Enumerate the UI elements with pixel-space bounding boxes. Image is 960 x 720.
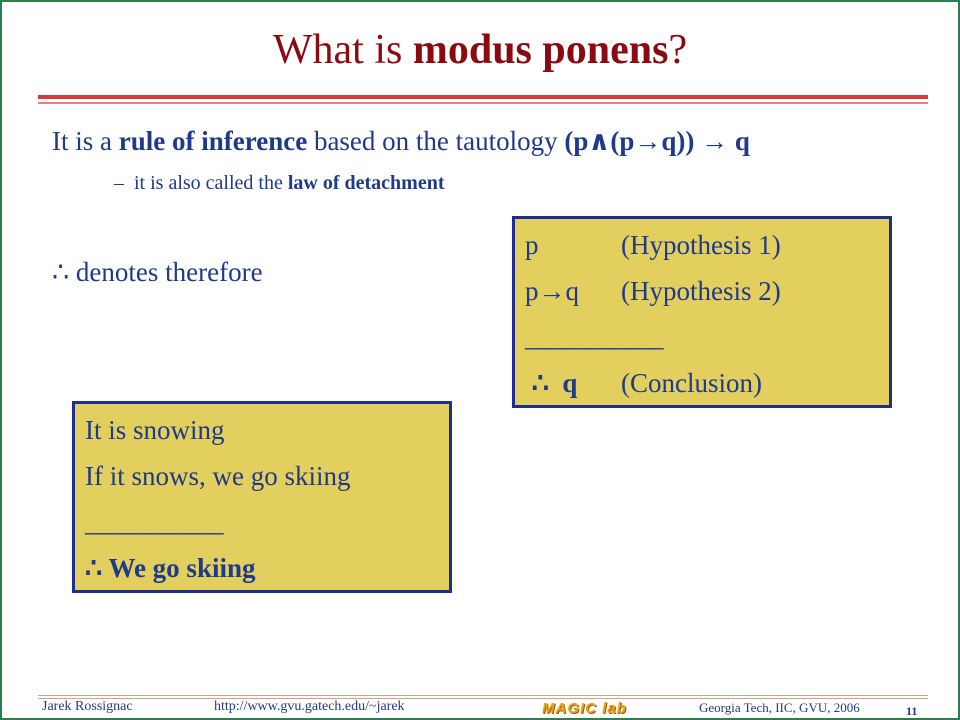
page-number: 11 — [906, 704, 918, 718]
example-separator: ___________ — [85, 507, 223, 537]
title-underline-thin — [38, 102, 928, 104]
therefore-note: ∴ denotes therefore — [52, 257, 263, 287]
definition-text-a: It is a — [52, 126, 119, 156]
footer-url[interactable]: http://www.gvu.gatech.edu/~jarek — [214, 699, 405, 714]
example-box — [72, 401, 452, 593]
rule-row — [525, 275, 781, 307]
example-row: It is snowing — [85, 415, 225, 445]
footer-divider — [38, 695, 928, 696]
rule-box — [512, 216, 892, 408]
title-prefix: What is — [272, 27, 413, 73]
rule-separator: ___________ — [525, 322, 663, 352]
rule-row — [525, 229, 781, 261]
example-row: If it snows, we go skiing — [85, 461, 351, 491]
example-conclusion: ∴ We go skiing — [85, 553, 256, 583]
bullet-dash: – — [114, 172, 124, 194]
rule-row-right: (Hypothesis 2) — [621, 276, 781, 306]
slide-title — [2, 24, 958, 76]
definition-text-b: based on the tautology — [307, 126, 565, 156]
sub-bullet-bold: law of detachment — [287, 172, 445, 194]
rule-row-left: p→q — [525, 276, 579, 306]
rule-conclusion-left: ∴ q — [525, 368, 578, 398]
rule-row — [525, 367, 762, 399]
footer-lab-logo: MAGIC lab — [542, 700, 627, 717]
definition-bold: rule of inference — [118, 126, 308, 156]
rule-row-right: (Conclusion) — [621, 368, 762, 398]
title-suffix: ? — [668, 27, 688, 73]
title-bold: modus ponens — [412, 27, 669, 73]
tautology-formula: (p∧(p→q)) → q — [564, 126, 750, 156]
footer-institution: Georgia Tech, IIC, GVU, 2006 — [699, 700, 860, 715]
footer-divider — [38, 698, 928, 699]
title-underline-thick — [38, 95, 928, 99]
sub-bullet-text: it is also called the — [134, 172, 288, 194]
footer-author: Jarek Rossignac — [42, 699, 133, 714]
rule-row-left: p — [525, 230, 539, 260]
rule-row — [525, 321, 663, 353]
rule-row-right: (Hypothesis 1) — [621, 230, 781, 260]
definition-line — [52, 126, 750, 157]
sub-bullet — [114, 172, 445, 195]
